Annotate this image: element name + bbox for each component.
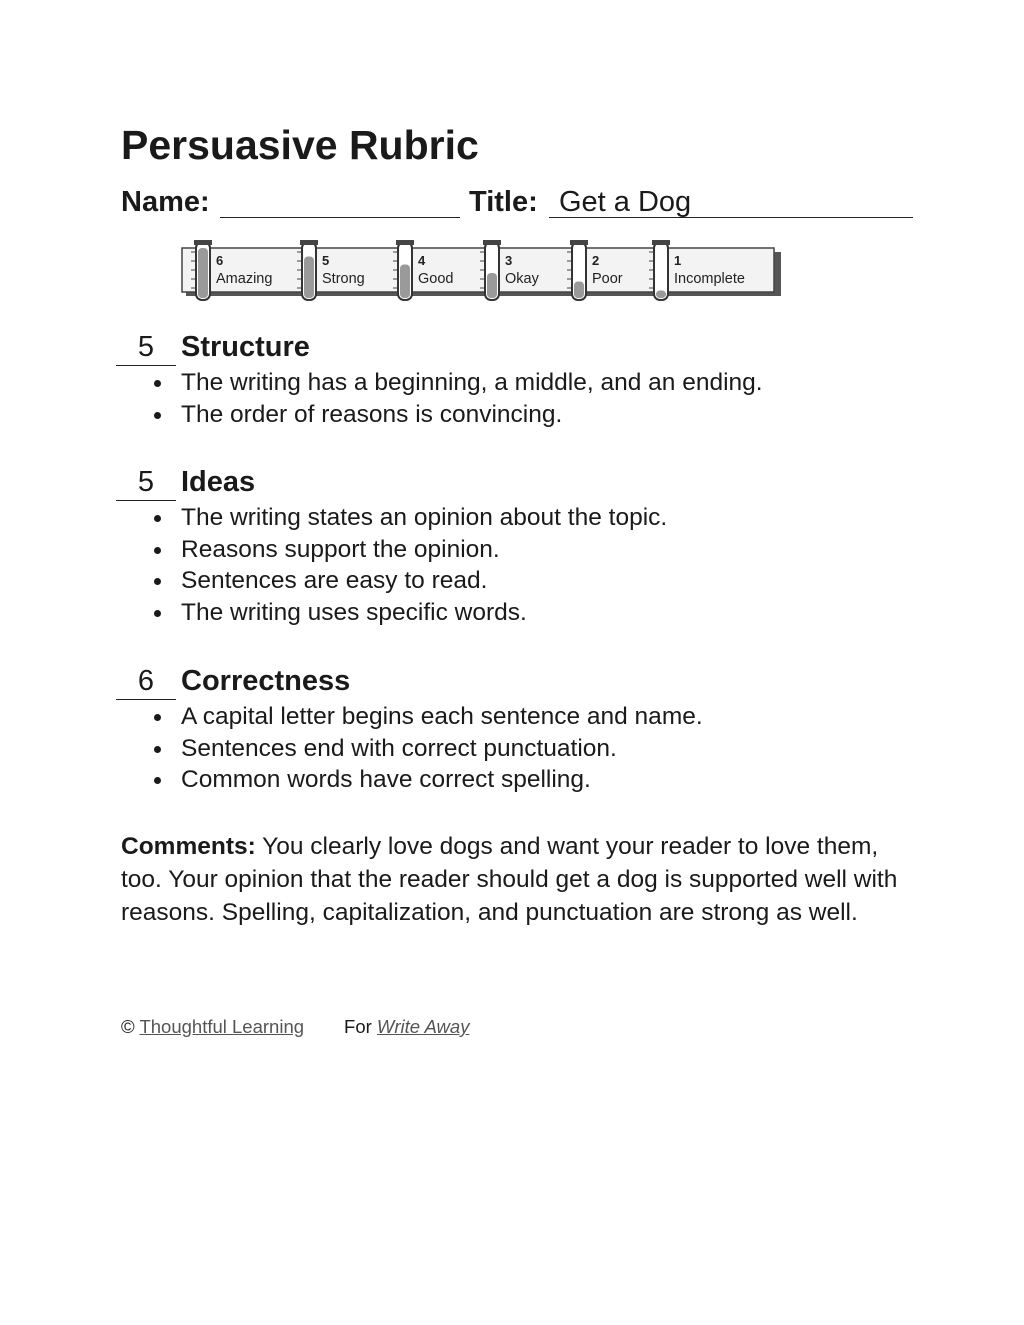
section-bullet-list [116, 502, 667, 628]
name-field[interactable] [220, 217, 460, 218]
for-label: For [344, 1016, 372, 1037]
comments-text: You clearly love dogs and want your reader to love them, too. Your opinion that the reader should get a dog is supported well with reasons. Spelling, capitalization, and punctuation are strong as well. [121, 833, 898, 926]
list-item: The writing uses specific words. [116, 597, 667, 629]
name-title-line [121, 184, 916, 224]
test-tube-fill [400, 265, 410, 299]
test-tube-rim [483, 240, 501, 245]
scale-number: 2 [592, 253, 600, 268]
scale-number: 4 [418, 253, 426, 268]
scale-label: Incomplete [674, 271, 745, 287]
scale-number: 6 [216, 253, 224, 268]
scale-label: Okay [505, 271, 539, 287]
test-tube-fill [198, 248, 208, 298]
scale-label: Poor [592, 271, 623, 287]
test-tube-rim [570, 240, 588, 245]
test-tube-fill [304, 257, 314, 299]
scale-number: 5 [322, 253, 330, 268]
test-tube-fill [574, 282, 584, 299]
comments [121, 830, 911, 929]
comments-label: Comments: [121, 833, 256, 860]
section-heading: Structure [181, 331, 310, 363]
scale-number: 3 [505, 253, 513, 268]
title-value: Get a Dog [559, 186, 692, 218]
page-title: Persuasive Rubric [121, 122, 479, 168]
list-item: The writing has a beginning, a middle, and an ending. [116, 367, 763, 399]
scale-number: 1 [674, 253, 682, 268]
footer [121, 1015, 469, 1039]
section-bullet-list [116, 367, 763, 430]
section-heading: Ideas [181, 466, 256, 498]
list-item: Reasons support the opinion. [116, 534, 667, 566]
title-label: Title: [469, 186, 538, 218]
list-item: Common words have correct spelling. [116, 764, 703, 796]
test-tube-fill [487, 273, 497, 298]
thoughtful-learning-link[interactable]: Thoughtful Learning [139, 1016, 305, 1037]
list-item: Sentences end with correct punctuation. [116, 733, 703, 765]
test-tube-rim [652, 240, 670, 245]
section-score[interactable]: 5 [116, 331, 176, 366]
copyright-symbol: © [121, 1016, 135, 1037]
test-tube-fill [656, 291, 666, 299]
rating-scale [178, 240, 784, 306]
test-tube-rim [396, 240, 414, 245]
section-score[interactable]: 5 [116, 466, 176, 501]
scale-label: Good [418, 271, 454, 287]
section-heading: Correctness [181, 665, 351, 697]
test-tube-rim [194, 240, 212, 245]
section-score[interactable]: 6 [116, 665, 176, 700]
list-item: A capital letter begins each sentence and name. [116, 701, 703, 733]
scale-label: Amazing [216, 271, 273, 287]
list-item: Sentences are easy to read. [116, 565, 667, 597]
list-item: The order of reasons is convincing. [116, 399, 763, 431]
test-tube-rim [300, 240, 318, 245]
write-away-link[interactable]: Write Away [376, 1016, 470, 1037]
section-bullet-list [116, 701, 703, 796]
name-label: Name: [121, 186, 210, 218]
list-item: The writing states an opinion about the topic. [116, 502, 667, 534]
scale-label: Strong [322, 271, 365, 287]
